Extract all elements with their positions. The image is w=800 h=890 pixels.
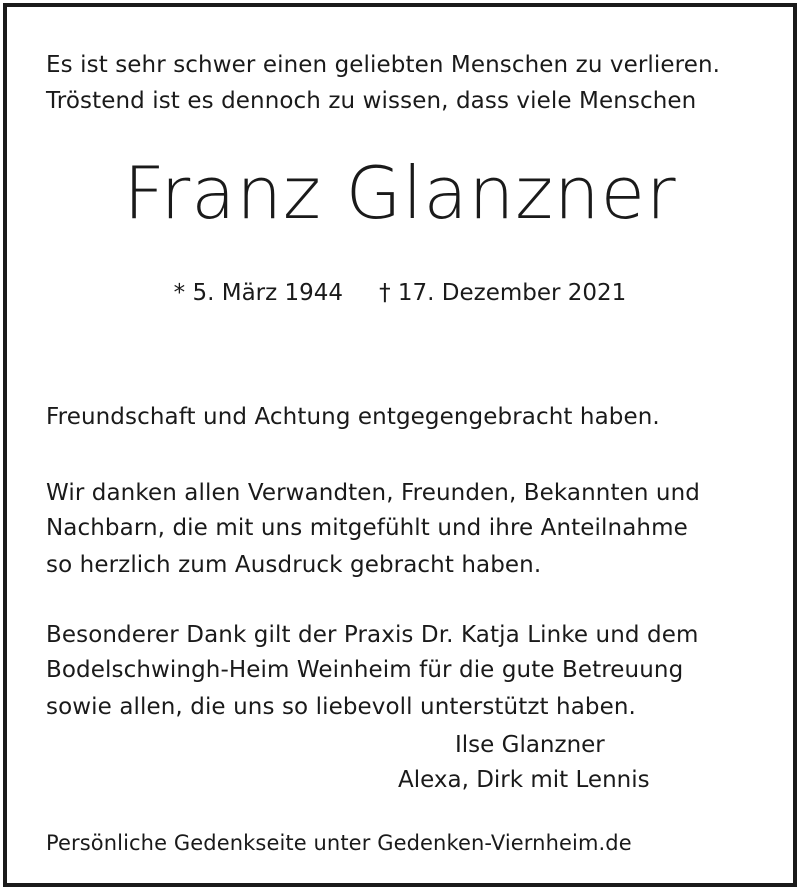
paragraph-1-line-1: Freundschaft und Achtung entgegengebracht haben. (46, 404, 660, 430)
intro-line-2: Tröstend ist es dennoch zu wissen, dass viele Menschen (46, 88, 697, 114)
paragraph-2-line-3: so herzlich zum Ausdruck gebracht haben. (46, 552, 542, 578)
paragraph-3-line-3: sowie allen, die uns so liebevoll unterstützt haben. (46, 694, 636, 720)
notice-border (3, 3, 797, 887)
death-date: † 17. Dezember 2021 (379, 280, 627, 306)
paragraph-2-line-2: Nachbarn, die mit uns mitgefühlt und ihre Anteilnahme (46, 515, 688, 541)
birth-date: * 5. März 1944 (173, 280, 344, 306)
signature-line-1: Ilse Glanzner (455, 732, 605, 758)
paragraph-2-line-1: Wir danken allen Verwandten, Freunden, Bekannten und (46, 480, 700, 506)
life-dates (0, 278, 800, 308)
memorial-page-link: Persönliche Gedenkseite unter Gedenken-Viernheim.de (46, 831, 632, 855)
intro-line-1: Es ist sehr schwer einen geliebten Menschen zu verlieren. (46, 52, 721, 78)
paragraph-3-line-2: Bodelschwingh-Heim Weinheim für die gute Betreuung (46, 657, 684, 683)
paragraph-3-line-1: Besonderer Dank gilt der Praxis Dr. Katja Linke und dem (46, 622, 699, 648)
signature-line-2: Alexa, Dirk mit Lennis (398, 767, 650, 793)
deceased-name: Franz Glanzner (123, 151, 677, 235)
